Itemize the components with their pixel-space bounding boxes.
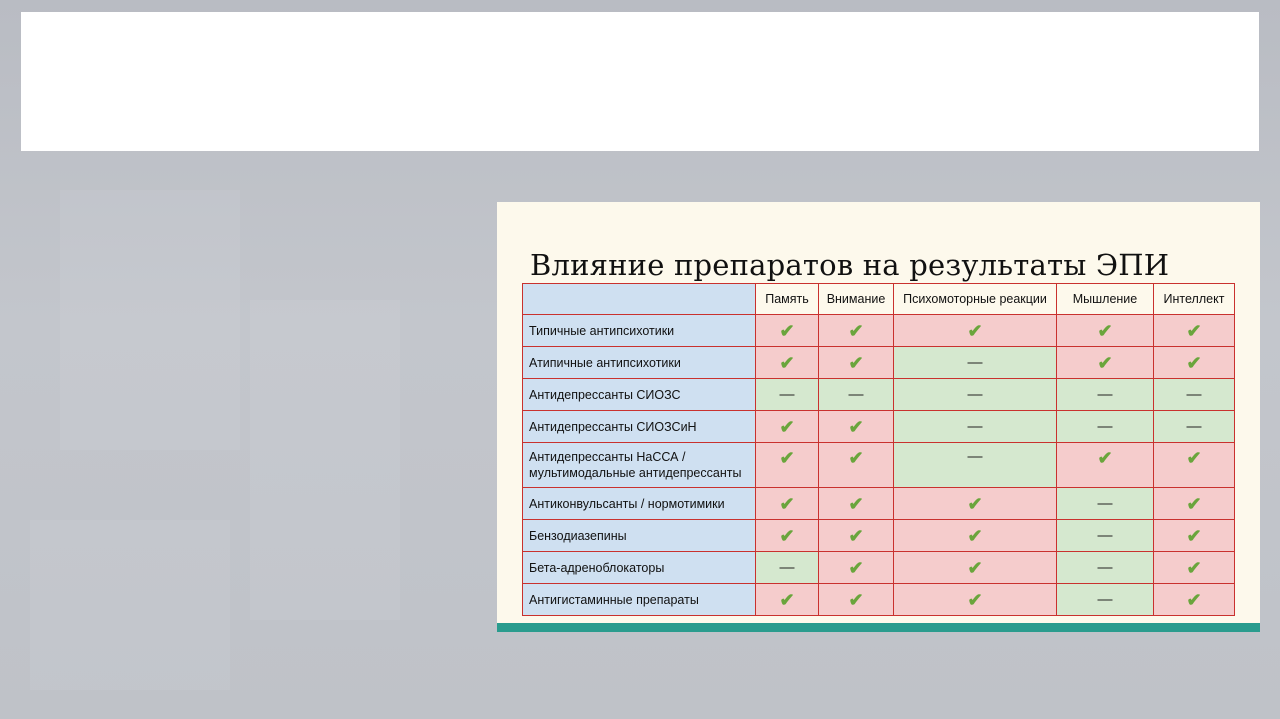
row-label: Антидепрессанты НаССА / мультимодальные антидепрессанты bbox=[523, 443, 756, 488]
check-icon: ✔ bbox=[1097, 320, 1113, 341]
accent-bar bbox=[497, 623, 1260, 632]
check-cell bbox=[819, 347, 894, 379]
check-icon: ✔ bbox=[848, 493, 864, 514]
slide-image bbox=[497, 202, 1260, 632]
table-row bbox=[523, 379, 1235, 411]
row-label: Антигистаминные препараты bbox=[523, 584, 756, 616]
check-icon: ✔ bbox=[1186, 320, 1202, 341]
check-cell bbox=[1154, 552, 1235, 584]
dash-icon: — bbox=[1097, 591, 1113, 608]
dash-cell bbox=[756, 552, 819, 584]
check-icon: ✔ bbox=[1186, 589, 1202, 610]
check-icon: ✔ bbox=[779, 589, 795, 610]
check-icon: ✔ bbox=[1186, 493, 1202, 514]
row-label: Антидепрессанты СИОЗС bbox=[523, 379, 756, 411]
check-cell bbox=[894, 315, 1057, 347]
title-placeholder[interactable] bbox=[21, 12, 1259, 151]
check-cell bbox=[1154, 443, 1235, 488]
check-cell bbox=[1154, 315, 1235, 347]
check-cell bbox=[819, 411, 894, 443]
check-icon: ✔ bbox=[848, 352, 864, 373]
check-cell bbox=[894, 488, 1057, 520]
drug-effects-table bbox=[522, 283, 1235, 616]
background-tile bbox=[60, 190, 240, 450]
dash-cell bbox=[756, 379, 819, 411]
check-icon: ✔ bbox=[1186, 352, 1202, 373]
check-icon: ✔ bbox=[779, 320, 795, 341]
check-cell bbox=[819, 315, 894, 347]
table-row bbox=[523, 488, 1235, 520]
column-header: Внимание bbox=[819, 284, 894, 315]
dash-cell bbox=[894, 411, 1057, 443]
check-cell bbox=[756, 411, 819, 443]
check-icon: ✔ bbox=[848, 448, 864, 468]
check-icon: ✔ bbox=[779, 416, 795, 437]
dash-icon: — bbox=[779, 559, 795, 576]
check-cell bbox=[756, 520, 819, 552]
dash-cell bbox=[1057, 584, 1154, 616]
slide-title: Влияние препаратов на результаты ЭПИ bbox=[530, 248, 1170, 282]
table-corner-cell bbox=[523, 284, 756, 315]
check-cell bbox=[1154, 347, 1235, 379]
check-cell bbox=[1154, 584, 1235, 616]
check-cell bbox=[756, 443, 819, 488]
dash-icon: — bbox=[967, 448, 983, 465]
check-cell bbox=[819, 584, 894, 616]
dash-icon: — bbox=[1097, 527, 1113, 544]
check-icon: ✔ bbox=[967, 320, 983, 341]
table-row bbox=[523, 411, 1235, 443]
check-icon: ✔ bbox=[779, 448, 795, 468]
check-icon: ✔ bbox=[967, 557, 983, 578]
check-cell bbox=[756, 347, 819, 379]
check-icon: ✔ bbox=[1186, 557, 1202, 578]
dash-icon: — bbox=[1097, 495, 1113, 512]
row-label: Бензодиазепины bbox=[523, 520, 756, 552]
dash-icon: — bbox=[848, 386, 864, 403]
table-row bbox=[523, 315, 1235, 347]
row-label: Антидепрессанты СИОЗСиН bbox=[523, 411, 756, 443]
row-label: Атипичные антипсихотики bbox=[523, 347, 756, 379]
check-icon: ✔ bbox=[1097, 352, 1113, 373]
dash-icon: — bbox=[1186, 418, 1202, 435]
check-cell bbox=[819, 443, 894, 488]
table-header-row bbox=[523, 284, 1235, 315]
background-tile bbox=[30, 520, 230, 690]
table-row bbox=[523, 347, 1235, 379]
dash-cell bbox=[1057, 552, 1154, 584]
dash-cell bbox=[1057, 411, 1154, 443]
dash-cell bbox=[1057, 379, 1154, 411]
table-row bbox=[523, 443, 1235, 488]
check-icon: ✔ bbox=[848, 525, 864, 546]
check-icon: ✔ bbox=[779, 352, 795, 373]
check-icon: ✔ bbox=[779, 525, 795, 546]
table-row bbox=[523, 552, 1235, 584]
dash-icon: — bbox=[1097, 418, 1113, 435]
row-label: Типичные антипсихотики bbox=[523, 315, 756, 347]
check-cell bbox=[819, 488, 894, 520]
check-icon: ✔ bbox=[1097, 448, 1113, 468]
check-cell bbox=[894, 520, 1057, 552]
check-cell bbox=[1057, 347, 1154, 379]
row-label: Антиконвульсанты / нормотимики bbox=[523, 488, 756, 520]
check-icon: ✔ bbox=[967, 525, 983, 546]
check-cell bbox=[819, 520, 894, 552]
table-body bbox=[523, 315, 1235, 616]
dash-cell bbox=[1057, 488, 1154, 520]
check-icon: ✔ bbox=[1186, 448, 1202, 468]
column-header: Психомоторные реакции bbox=[894, 284, 1057, 315]
check-cell bbox=[894, 552, 1057, 584]
check-cell bbox=[819, 552, 894, 584]
check-icon: ✔ bbox=[848, 589, 864, 610]
check-cell bbox=[1057, 443, 1154, 488]
check-icon: ✔ bbox=[848, 557, 864, 578]
dash-cell bbox=[1154, 379, 1235, 411]
dash-cell bbox=[894, 347, 1057, 379]
dash-cell bbox=[1154, 411, 1235, 443]
check-icon: ✔ bbox=[848, 416, 864, 437]
dash-icon: — bbox=[967, 354, 983, 371]
table-row bbox=[523, 520, 1235, 552]
check-icon: ✔ bbox=[967, 589, 983, 610]
check-icon: ✔ bbox=[967, 493, 983, 514]
check-cell bbox=[894, 584, 1057, 616]
check-cell bbox=[756, 315, 819, 347]
check-cell bbox=[1154, 520, 1235, 552]
background-tile bbox=[250, 300, 400, 620]
dash-icon: — bbox=[1186, 386, 1202, 403]
table-row bbox=[523, 584, 1235, 616]
check-cell bbox=[1057, 315, 1154, 347]
dash-icon: — bbox=[967, 418, 983, 435]
dash-icon: — bbox=[1097, 559, 1113, 576]
check-icon: ✔ bbox=[848, 320, 864, 341]
column-header: Интеллект bbox=[1154, 284, 1235, 315]
dash-icon: — bbox=[1097, 386, 1113, 403]
column-header: Память bbox=[756, 284, 819, 315]
dash-cell bbox=[894, 443, 1057, 488]
dash-cell bbox=[1057, 520, 1154, 552]
dash-cell bbox=[894, 379, 1057, 411]
dash-cell bbox=[819, 379, 894, 411]
check-icon: ✔ bbox=[779, 493, 795, 514]
row-label: Бета-адреноблокаторы bbox=[523, 552, 756, 584]
check-cell bbox=[756, 584, 819, 616]
check-cell bbox=[1154, 488, 1235, 520]
check-cell bbox=[756, 488, 819, 520]
dash-icon: — bbox=[967, 386, 983, 403]
dash-icon: — bbox=[779, 386, 795, 403]
check-icon: ✔ bbox=[1186, 525, 1202, 546]
column-header: Мышление bbox=[1057, 284, 1154, 315]
